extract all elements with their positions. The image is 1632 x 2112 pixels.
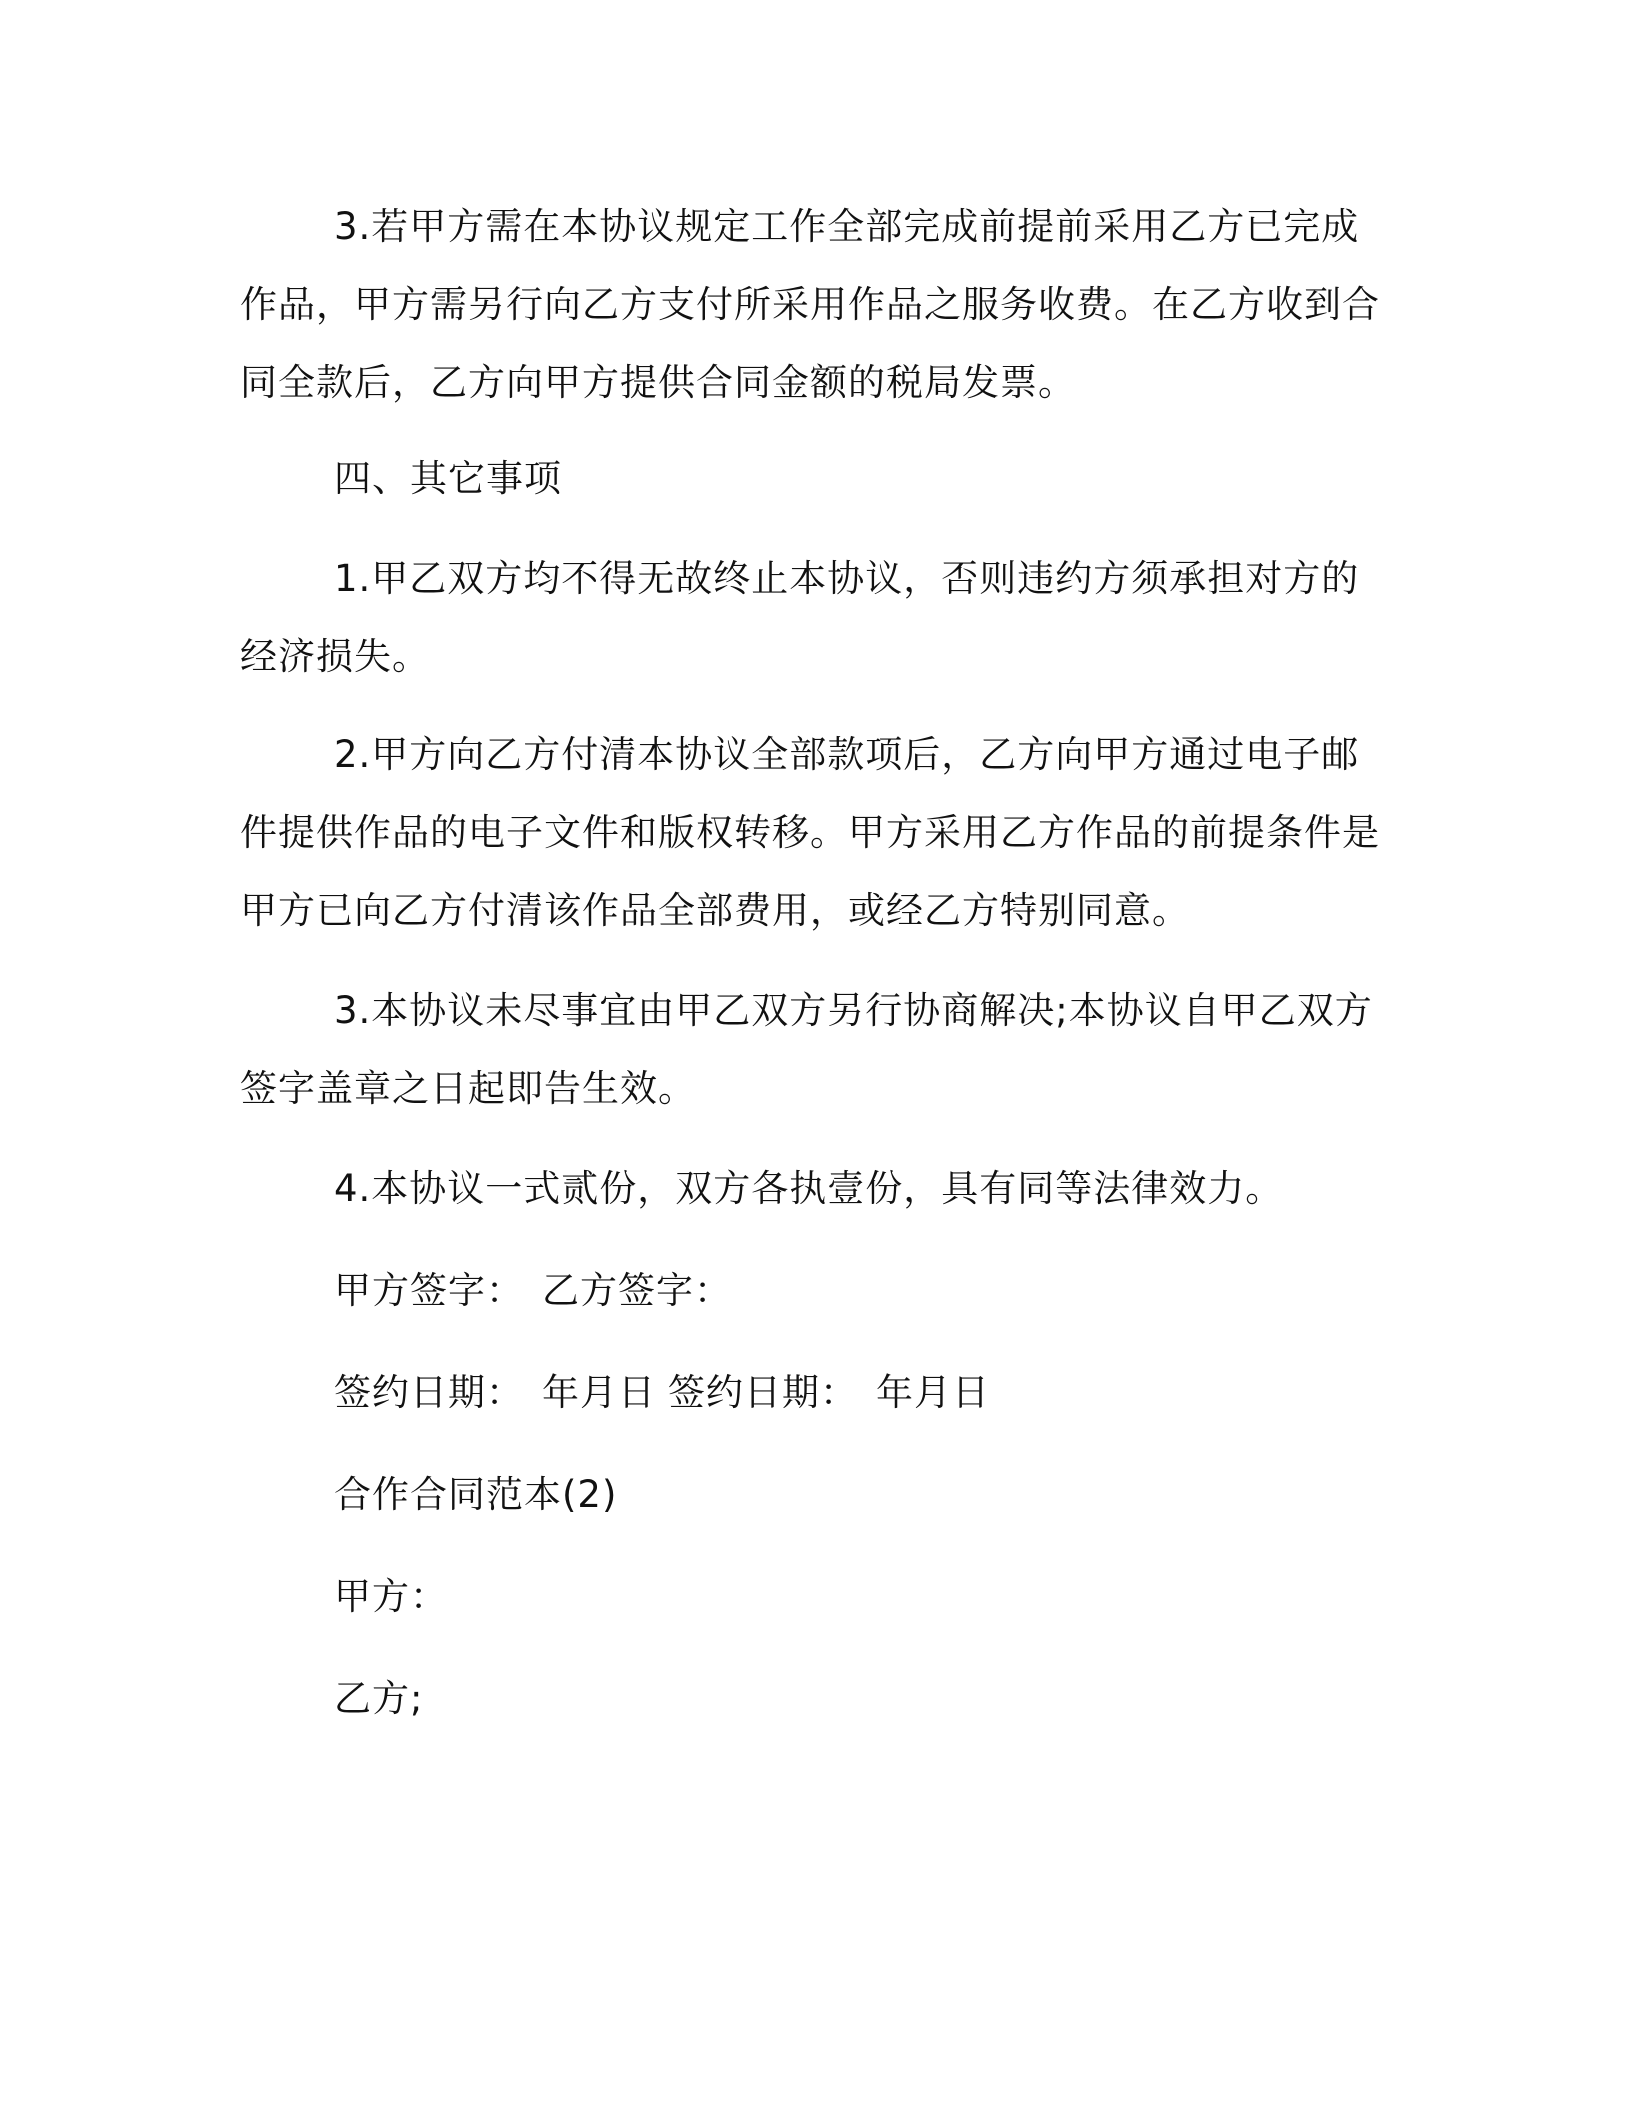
party-a-label: 甲方：	[334, 1575, 448, 1618]
date-a-value: 年月日	[542, 1371, 656, 1414]
paragraph-item-3: 3.本协议未尽事宜由甲乙双方另行协商解决;本协议自甲乙双方签字盖章之日起即告生效。	[240, 989, 1373, 1110]
paragraph-item-4: 4.本协议一式贰份，双方各执壹份，具有同等法律效力。	[334, 1167, 1284, 1210]
date-a-label: 签约日期：	[334, 1371, 524, 1414]
paragraph-item-2: 2.甲方向乙方付清本协议全部款项后，乙方向甲方通过电子邮件提供作品的电子文件和版权转移。甲方采用乙方作品的前提条件是甲方已向乙方付清该作品全部费用，或经乙方特别同意。	[240, 733, 1380, 932]
paragraph-payment-clause-3: 3.若甲方需在本协议规定工作全部完成前提前采用乙方已完成作品，甲方需另行向乙方支付所采用作品之服务收费。在乙方收到合同全款后，乙方向甲方提供合同金额的税局发票。	[240, 205, 1380, 404]
section-heading-other-matters: 四、其它事项	[334, 457, 562, 500]
date-b-value: 年月日	[876, 1371, 990, 1414]
party-a-signature-label: 甲方签字：	[334, 1269, 524, 1312]
next-contract-title: 合作合同范本(2)	[334, 1473, 618, 1516]
party-b-signature-label: 乙方签字：	[542, 1269, 732, 1312]
signature-line	[334, 1252, 732, 1330]
date-b-label: 签约日期：	[668, 1371, 858, 1414]
signing-date-line	[334, 1354, 990, 1432]
paragraph-item-1: 1.甲乙双方均不得无故终止本协议，否则违约方须承担对方的经济损失。	[240, 557, 1360, 678]
party-b-label: 乙方;	[334, 1677, 424, 1720]
